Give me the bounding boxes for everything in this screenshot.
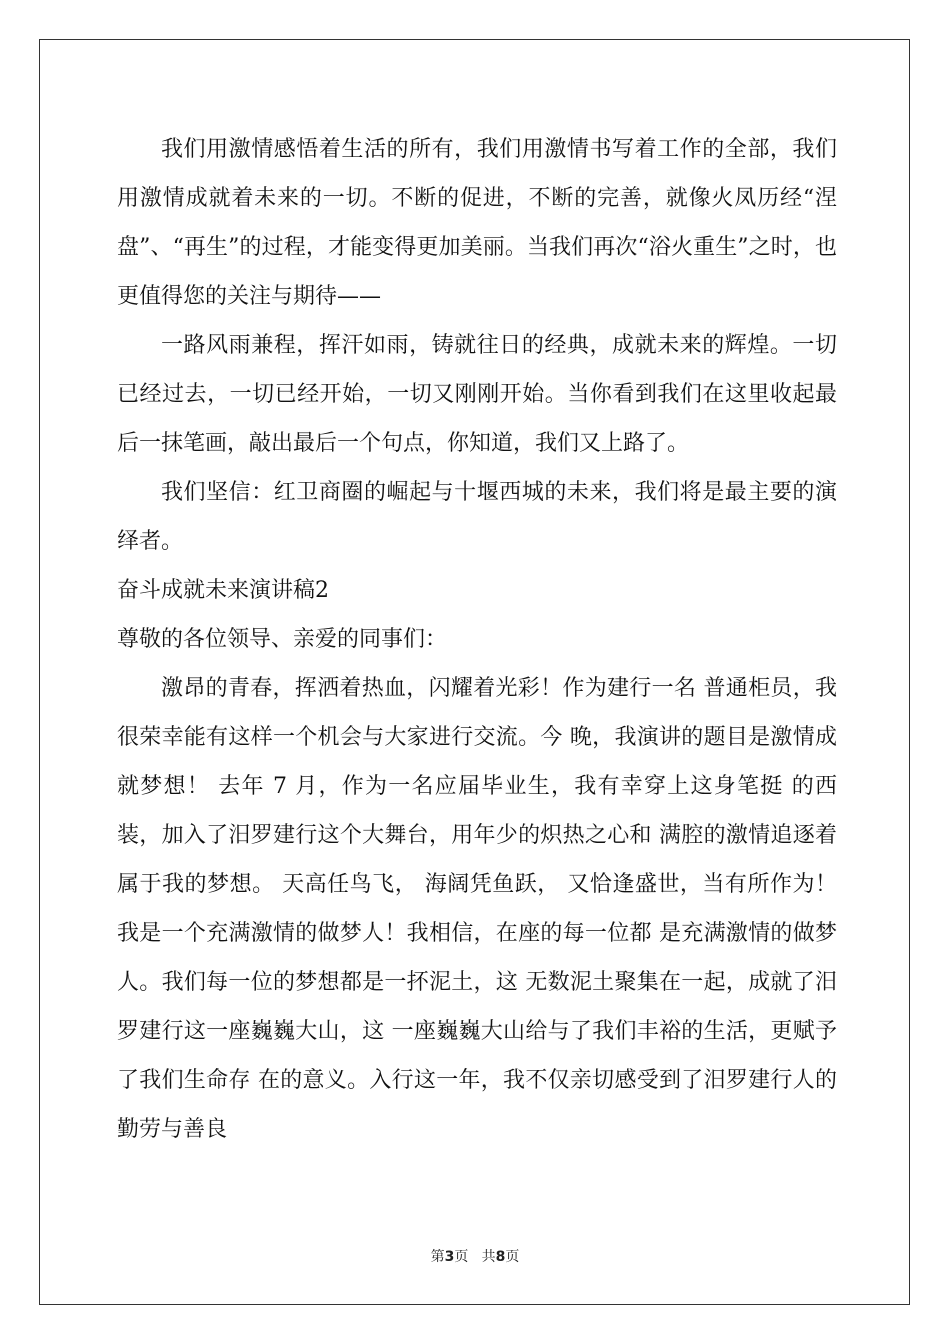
body-paragraph-2: 一路风雨兼程，挥汗如雨，铸就往日的经典，成就未来的辉煌。一切已经过去，一切已经开始，一切又刚刚开始。当你看到我们在这里收起最后一抹笔画，敲出最后一个句点，你知道，我们又上路了。 [117,333,837,456]
body-paragraph-3: 我们坚信：红卫商圈的崛起与十堰西城的未来，我们将是最主要的演绎者。 [117,480,837,554]
section-title: 奋斗成就未来演讲稿2 [117,578,329,603]
page-suffix: 页 [454,1249,469,1265]
page-number: 3 [444,1249,455,1265]
body-paragraph-1: 我们用激情感悟着生活的所有，我们用激情书写着工作的全部，我们用激情成就着未来的一切。不断的促进，不断的完善，就像火凤历经“涅盘”、“再生”的过程，才能变得更加美丽。当我们再次“浴火重生”之时，也更值得您的关注与期待—— [117,137,837,309]
document-body [117,125,837,1154]
page-prefix: 第 [430,1249,445,1265]
total-suffix: 页 [505,1249,520,1265]
salutation: 尊敬的各位领导、亲爱的同事们： [117,627,448,652]
total-prefix: 共 [481,1249,496,1265]
speech-paragraph: 激昂的青春，挥洒着热血，闪耀着光彩！作为建行一名 普通柜员，我很荣幸能有这样一个机会与大家进行交流。今 晚，我演讲的题目是激情成就梦想！ 去年 7 月，作为一名应届毕业生，我有幸穿上这身笔挺 的西装，加入了汨罗建行这个大舞台，用年少的炽热之心和 满腔的激情追逐着属于我的梦想。 天高任鸟飞， 海阔凭鱼跃， 又恰逢盛世，当有所作为！ 我是一个充满激情的做梦人！我相信，在座的每一位都 是充满激情的做梦人。我们每一位的梦想都是一抔泥土，这 无数泥土聚集在一起，成就了汨罗建行这一座巍巍大山，这 一座巍巍大山给与了我们丰裕的生活，更赋予了我们生命存 在的意义。入行这一年，我不仅亲切感受到了汨罗建行人的 勤劳与善良 [117,676,837,1142]
page-footer [0,1246,950,1266]
total-pages: 8 [495,1249,506,1265]
